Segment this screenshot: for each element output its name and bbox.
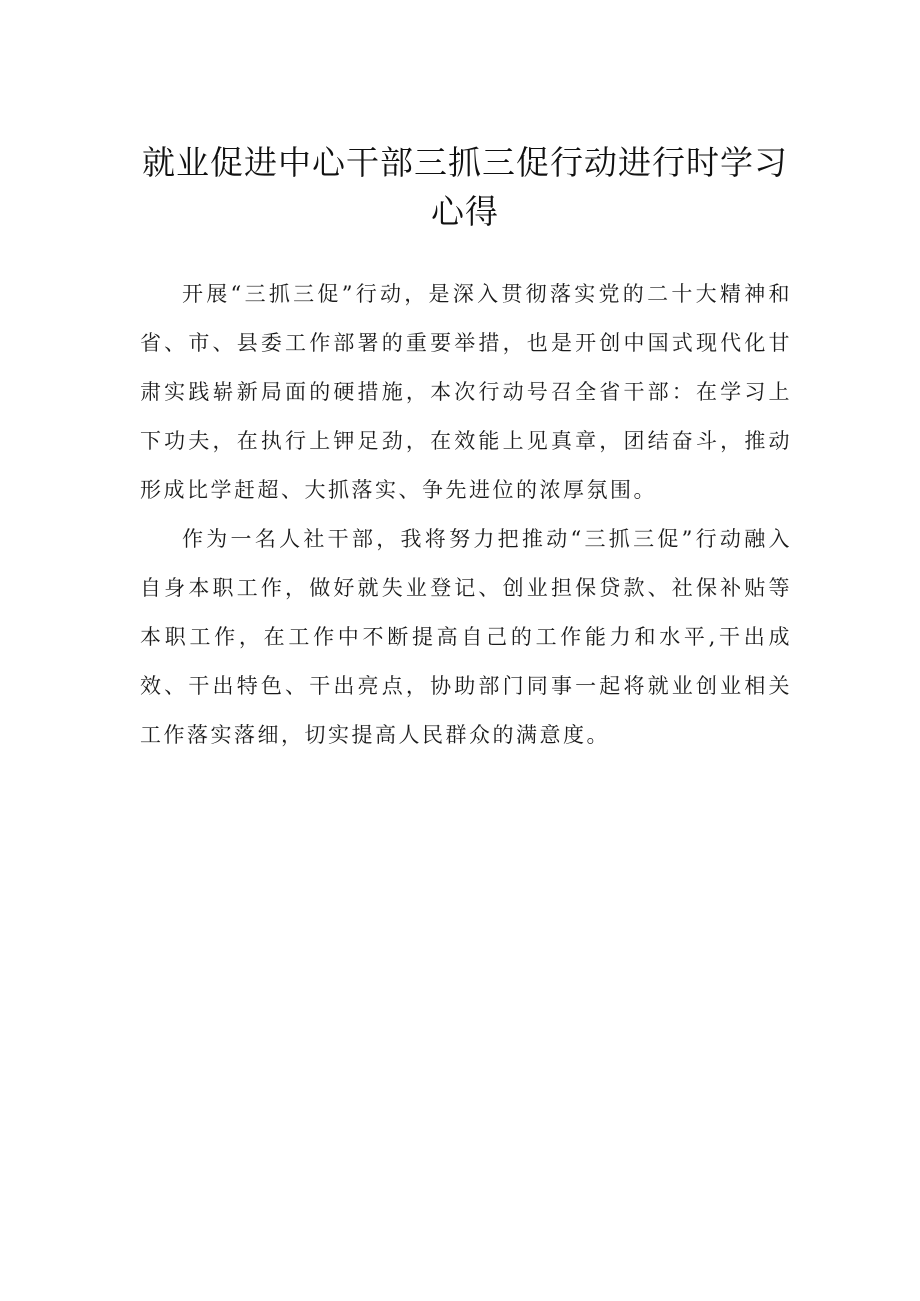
body-paragraph: 作为一名人社干部，我将努力把推动“三抓三促”行动融入自身本职工作，做好就失业登记、创业担保贷款、社保补贴等本职工作，在工作中不断提高自己的工作能力和水平,干出成效、干出特色、干出亮点，协助部门同事一起将就业创业相关工作落实落细，切实提高人民群众的满意度。 (140, 527, 792, 747)
document-title: 就业促进中心干部三抓三促行动进行时学习心得 (142, 143, 788, 231)
document-body (140, 270, 792, 760)
body-paragraph: 开展“三抓三促”行动，是深入贯彻落实党的二十大精神和省、市、县委工作部署的重要举措，也是开创中国式现代化甘肃实践崭新局面的硬措施，本次行动号召全省干部：在学习上下功夫，在执行上钾足劲，在效能上见真章，团结奋斗，推动形成比学赶超、大抓落实、争先进位的浓厚氛围。 (140, 282, 792, 502)
